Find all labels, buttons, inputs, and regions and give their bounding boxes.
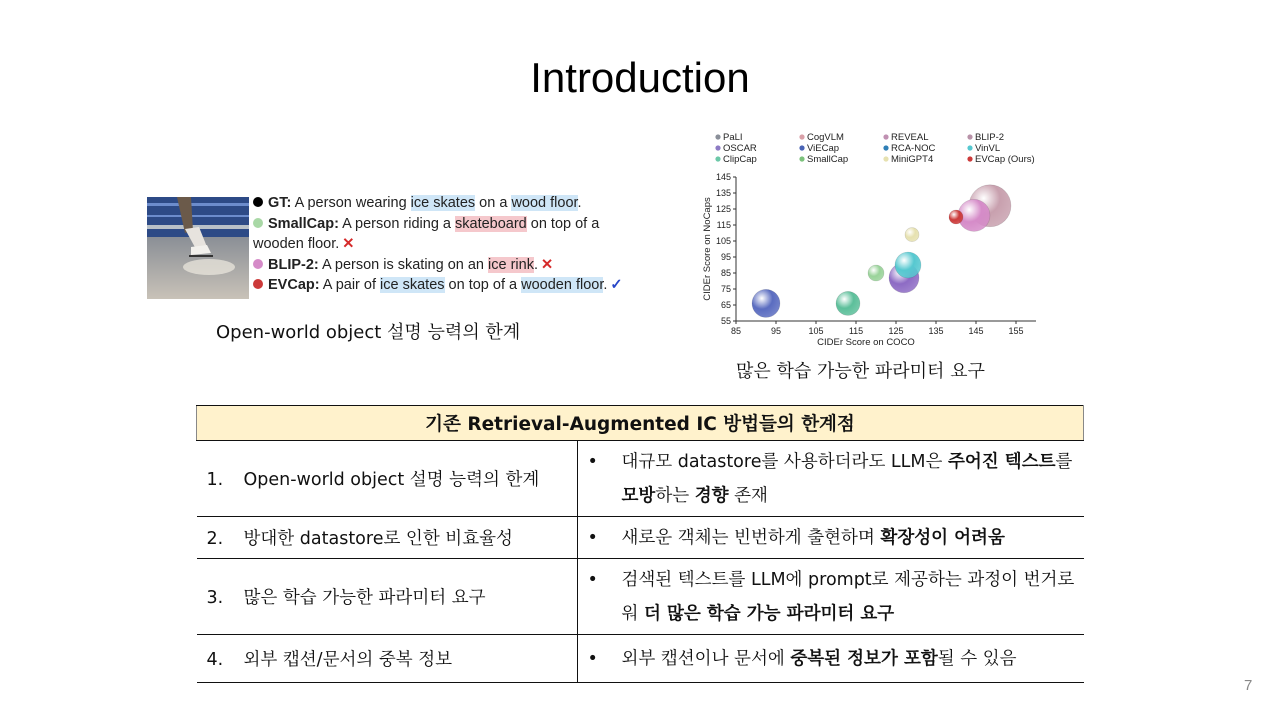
highlighted-word: wood floor xyxy=(511,195,578,211)
plain-text: 외부 캡션이나 문서에 xyxy=(621,648,791,669)
description-text xyxy=(622,445,1082,513)
limitation-title: 많은 학습 가능한 파라미터 요구 xyxy=(243,588,486,608)
plain-text: 하는 xyxy=(655,485,695,506)
table-header: 기존 Retrieval-Augmented IC 방법들의 한계점 xyxy=(197,406,1084,441)
emphasis-text: 확장성이 어려움 xyxy=(880,527,1005,548)
emphasis-text: 더 많은 학습 가능 파라미터 요구 xyxy=(643,603,895,624)
highlighted-word: wooden floor xyxy=(521,277,604,293)
caption-line xyxy=(253,193,633,214)
x-tick-label: 145 xyxy=(968,326,984,336)
y-tick-label: 105 xyxy=(715,236,731,246)
table-row xyxy=(197,517,1084,559)
page-number: 7 xyxy=(1244,677,1253,694)
slide-title: Introduction xyxy=(530,54,750,101)
legend-label: BLIP-2 xyxy=(975,132,1005,143)
bubble-clipcap xyxy=(836,291,860,315)
plain-text: 될 수 있음 xyxy=(937,648,1017,669)
legend-dot-icon xyxy=(967,145,972,150)
description-text xyxy=(622,521,1082,555)
highlighted-word: ice skates xyxy=(380,277,445,293)
example-caption: Open-world object 설명 능력의 한계 xyxy=(216,322,521,343)
table-row xyxy=(197,559,1084,635)
bubble-vinvl xyxy=(895,252,921,278)
caption-text: A person wearing xyxy=(291,195,411,211)
x-tick-label: 115 xyxy=(848,326,864,336)
caption-comparison xyxy=(253,193,633,296)
bullet-item xyxy=(588,563,1084,631)
limitations-table xyxy=(196,405,1084,683)
plain-text: 를 xyxy=(1055,451,1073,472)
x-tick-label: 85 xyxy=(730,326,742,336)
chart-caption: 많은 학습 가능한 파라미터 요구 xyxy=(736,361,985,382)
model-dot-icon xyxy=(253,218,263,228)
ice-skater-image xyxy=(147,197,249,299)
highlighted-word: ice rink xyxy=(488,256,534,273)
model-name: EVCap: xyxy=(268,277,320,293)
caption-text: A person riding a xyxy=(338,215,455,232)
legend-dot-icon xyxy=(799,145,804,150)
row-number: 3. xyxy=(206,588,224,608)
cider-bubble-chart xyxy=(700,128,1050,350)
bubble-smallcap xyxy=(868,265,884,281)
caption-text: on top of a xyxy=(526,215,600,232)
y-tick-label: 55 xyxy=(720,316,731,326)
legend-label: SmallCap xyxy=(807,154,849,165)
limitation-title: Open-world object 설명 능력의 한계 xyxy=(243,470,540,490)
row-number: 1. xyxy=(206,470,224,490)
bullet-icon: • xyxy=(587,648,598,669)
emphasis-text: 모방 xyxy=(621,485,656,506)
legend-label: PaLI xyxy=(723,132,743,143)
legend-dot-icon xyxy=(715,145,720,150)
legend-dot-icon xyxy=(967,156,972,161)
bullet-item xyxy=(588,642,1084,676)
y-tick-label: 65 xyxy=(720,300,731,310)
row-number: 4. xyxy=(206,650,224,670)
limitation-cell xyxy=(197,441,578,517)
legend-label: ViECap xyxy=(807,143,840,154)
legend-dot-icon xyxy=(883,134,888,139)
highlighted-word: ice skates xyxy=(410,195,476,211)
y-tick-label: 125 xyxy=(715,204,731,214)
bubble-minigpt4 xyxy=(905,228,919,242)
legend-label: EVCap (Ours) xyxy=(975,154,1035,165)
cross-icon: ✕ xyxy=(541,256,554,273)
bubble-viecap xyxy=(752,289,780,317)
description-cell xyxy=(577,559,1084,635)
model-dot-icon xyxy=(253,279,263,289)
x-tick-label: 125 xyxy=(888,326,904,336)
y-tick-label: 145 xyxy=(715,172,731,182)
emphasis-text: 경향 xyxy=(694,485,729,506)
description-text xyxy=(622,642,1082,676)
legend-label: REVEAL xyxy=(891,132,929,143)
x-tick-label: 105 xyxy=(808,326,824,336)
model-name: BLIP-2: xyxy=(268,256,319,273)
description-cell xyxy=(577,441,1084,517)
caption-text: on a xyxy=(475,195,512,211)
caption-line xyxy=(253,255,633,276)
bullet-icon: • xyxy=(587,451,598,472)
legend-label: VinVL xyxy=(975,143,1001,154)
plain-text: 대규모 datastore를 사용하더라도 LLM은 xyxy=(621,451,948,472)
y-tick-label: 115 xyxy=(716,220,731,230)
caption-text: . xyxy=(603,277,608,293)
limitation-cell xyxy=(197,559,578,635)
bullet-item xyxy=(588,521,1084,555)
legend-dot-icon xyxy=(799,134,804,139)
model-dot-icon xyxy=(253,259,263,269)
limitation-title: 외부 캡션/문서의 중복 정보 xyxy=(243,650,453,670)
caption-text: A person is skating on an xyxy=(318,256,489,273)
skating-photo xyxy=(147,197,249,299)
caption-text: . xyxy=(533,256,538,273)
legend-dot-icon xyxy=(883,145,888,150)
caption-line xyxy=(253,275,633,296)
y-tick-label: 75 xyxy=(720,284,731,294)
bullet-item xyxy=(588,445,1084,513)
model-name: GT: xyxy=(268,195,292,211)
bullet-icon: • xyxy=(587,569,598,590)
model-name: SmallCap: xyxy=(268,215,339,232)
table-header-row xyxy=(197,406,1084,441)
table-row xyxy=(197,635,1084,683)
caption-text: . xyxy=(577,195,582,211)
limitation-title: 방대한 datastore로 인한 비효율성 xyxy=(243,529,513,549)
description-cell xyxy=(577,517,1084,559)
legend-dot-icon xyxy=(883,156,888,161)
legend-dot-icon xyxy=(967,134,972,139)
row-number: 2. xyxy=(206,529,224,549)
emphasis-text: 중복된 정보가 포함 xyxy=(790,648,938,669)
legend-dot-icon xyxy=(799,156,804,161)
x-tick-label: 155 xyxy=(1008,326,1024,336)
plain-text: 존재 xyxy=(728,485,768,506)
bullet-icon: • xyxy=(587,527,598,548)
caption-line xyxy=(253,234,633,255)
cross-icon: ✕ xyxy=(342,236,355,252)
caption-line xyxy=(253,214,633,235)
highlighted-word: skateboard xyxy=(455,215,527,232)
caption-text: wooden floor. xyxy=(253,236,340,252)
bubble-evcap-ours xyxy=(949,210,963,224)
limitation-cell xyxy=(197,517,578,559)
caption-text: on top of a xyxy=(444,277,522,293)
legend-label: ClipCap xyxy=(723,154,757,165)
legend-label: OSCAR xyxy=(723,143,757,154)
legend-label: CogVLM xyxy=(807,132,844,143)
legend-label: RCA-NOC xyxy=(891,143,936,154)
legend-dot-icon xyxy=(715,134,720,139)
y-tick-label: 95 xyxy=(720,252,731,262)
legend-dot-icon xyxy=(715,156,720,161)
x-axis-label: CIDEr Score on COCO xyxy=(817,337,915,348)
plain-text: 새로운 객체는 빈번하게 출현하며 xyxy=(621,527,881,548)
y-axis-label: CIDEr Score on NoCaps xyxy=(702,197,713,301)
model-dot-icon xyxy=(253,197,263,207)
plain-text: 검색된 텍스트를 LLM에 prompt로 제공하는 과정이 번거로워 xyxy=(621,569,1075,624)
x-tick-label: 135 xyxy=(928,326,944,336)
check-icon: ✓ xyxy=(610,277,623,293)
x-tick-label: 95 xyxy=(770,326,782,336)
description-cell xyxy=(577,635,1084,683)
y-tick-label: 135 xyxy=(715,188,731,198)
table-row xyxy=(197,441,1084,517)
emphasis-text: 주어진 텍스트 xyxy=(947,451,1056,472)
y-tick-label: 85 xyxy=(720,268,731,278)
limitation-cell xyxy=(197,635,578,683)
caption-text: A pair of xyxy=(319,277,381,293)
legend-label: MiniGPT4 xyxy=(891,154,934,165)
description-text xyxy=(622,563,1082,631)
